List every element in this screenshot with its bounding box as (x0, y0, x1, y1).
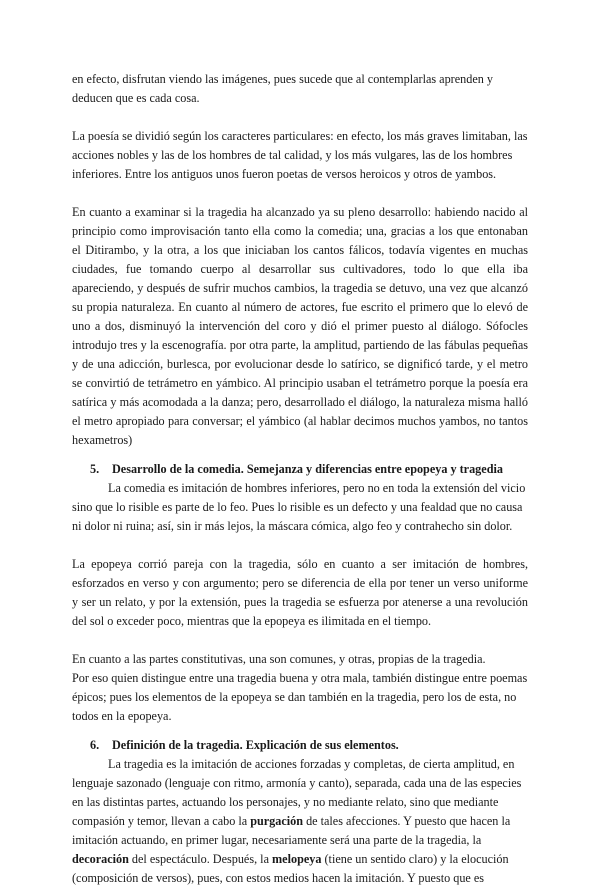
paragraph-tragedy-definition (72, 755, 528, 888)
section-heading-6 (72, 736, 528, 755)
text-run: de tales afecciones. Y puesto que hacen la imitación actuando, en primer lugar, necesariamente será una parte de la tragedia, la (72, 814, 511, 847)
paragraph-parts: En cuanto a las partes constitutivas, una son comunes, y otras, propias de la tragedia. (72, 652, 486, 666)
paragraph-tragedy-development: En cuanto a examinar si la tragedia ha alcanzado ya su pleno desarrollo: habiendo nacido al principio como improvisación tanto ella como la comedia; una, gracias a los que entonaban el Ditirambo, y la otra, a los que iniciaban los cantos fálicos, todavía vigentes en muchas ciudades, fue tomando cuerpo al desarrollar sus cultivadores, todo lo que ella iba apareciendo, y después de sufrir muchos cambios, la tragedia se detuvo, una vez que alcanzó su propia naturaleza. En cuanto al número de actores, fue escrito el primero que lo elevó de uno a dos, disminuyó la intervención del coro y dió el primer puesto al diálogo. Sófocles introdujo tres y la escenografía. por otra parte, la amplitud, partiendo de las fábulas pequeñas y de una adicción, burlesca, por evolucionar desde lo satírico, se dignificó tarde, y el metro se convirtió de tetrámetro en yámbico. Al principio usaban el tetrámetro porque la poesía era satírica y más acomodada a la danza; pero, desarrollado el diálogo, la naturaleza misma halló el metro apropiado para conversar; el yámbico (al hablar decimos muchos yambos, no tantos hexametros) (72, 205, 528, 447)
section-heading-5 (72, 460, 528, 479)
paragraph-distinction: Por eso quien distingue entre una tragedia buena y otra mala, también distingue entre poemas épicos; pues los elementos de la epopeya se dan también en la tragedia, pero los de esta, no todos en la epopeya. (72, 671, 528, 723)
paragraph-epic: La epopeya corrió pareja con la tragedia, sólo en cuanto a ser imitación de hombres, esforzados en verso y con argumento; pero se diferencia de ella por tener un verso uniforme y ser un relato, y por la extensión, pues la tragedia se esfuerza por atenerse a una revolución del sol o exceder poco, mientras que la epopeya es ilimitada en el tiempo. (72, 557, 528, 628)
text-run: (tiene un sentido claro) y la elocución (composición de versos), pues, con estos medios hacen la imitación. Y puesto que es (72, 852, 509, 885)
term-purgacion: purgación (250, 814, 304, 828)
term-melopeya: melopeya (272, 852, 322, 866)
paragraph-poetry-division: La poesía se dividió según los caracteres particulares: en efecto, los más graves limitaban, las acciones nobles y las de los hombres de tal calidad, y los más vulgares, las de los hombres inferiores. Entre los antiguos unos fueron poetas de versos heroicos y otros de yambos. (72, 129, 528, 181)
section-title: Desarrollo de la comedia. Semejanza y diferencias entre epopeya y tragedia (112, 462, 503, 476)
section-number: 5. (90, 462, 100, 476)
text-run: del espectáculo. Después, la (128, 852, 273, 866)
page-content (72, 70, 528, 888)
paragraph-intro: en efecto, disfrutan viendo las imágenes, pues sucede que al contemplarlas aprenden y deducen que es cada cosa. (72, 72, 493, 105)
text-run: La tragedia es la imitación de acciones forzadas y completas, de cierta amplitud, en lenguaje sazonado (lenguaje con ritmo, armonía y canto), separada, cada una de las especies en las distintas partes, actuando los personajes, y no mediante relato, sino que mediante compasión y temor, llevan a cabo la (72, 757, 522, 828)
section-number: 6. (90, 738, 100, 752)
paragraph-comedy: La comedia es imitación de hombres inferiores, pero no en toda la extensión del vicio sino que lo risible es parte de lo feo. Pues lo risible es un defecto y una fealdad que no causa ni dolor ni ruina; así, sin ir más lejos, la máscara cómica, algo feo y contrahecho sin dolor. (72, 481, 526, 533)
term-decoracion: decoración (72, 852, 129, 866)
section-title: Definición de la tragedia. Explicación de sus elementos. (112, 738, 399, 752)
